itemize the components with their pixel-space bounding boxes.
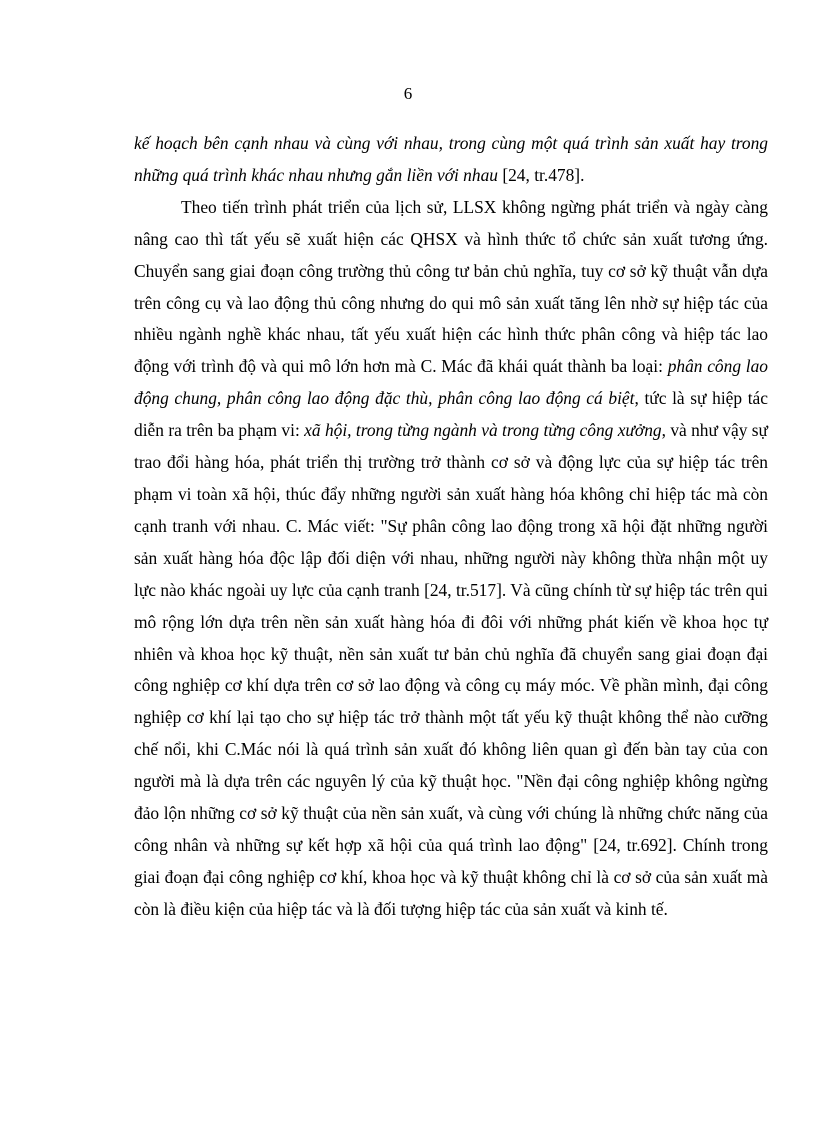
- quote-citation: [24, tr.478].: [497, 164, 585, 185]
- quote-italic-text: kế hoạch bên cạnh nhau và cùng với nhau, trong cùng một quá trình sản xuất hay trong những quá trình khác nhau nhưng gắn liền với nhau: [134, 133, 768, 185]
- body-paragraph: [134, 192, 768, 926]
- document-body: [134, 128, 768, 926]
- quote-continuation: [134, 128, 768, 192]
- paragraph-text-3: , và như vậy sự trao đổi hàng hóa, phát triển thị trường trở thành cơ sở và động lực của sự hiệp tác trên phạm vi toàn xã hội, thúc đẩy những người sản xuất hàng hóa không chỉ hiệp tác mà còn cạnh tranh với nhau. C. Mác viết: "Sự phân công lao động trong xã hội đặt những người sản xuất hàng hóa độc lập đối diện với nhau, những người này không thừa nhận một uy lực nào khác ngoài uy lực của cạnh tranh [24, tr.517]. Và cũng chính từ sự hiệp tác trên qui mô rộng lớn dựa trên nền sản xuất hàng hóa đi đôi với những phát kiến về khoa học tự nhiên và khoa học kỹ thuật, nền sản xuất tư bản chủ nghĩa đã chuyển sang giai đoạn đại công nghiệp cơ khí dựa trên cơ sở lao động và công cụ máy móc. Về phần mình, đại công nghiệp cơ khí lại tạo cho sự hiệp tác trở thành một tất yếu kỹ thuật không thể nào cưỡng chế nổi, khi C.Mác nói là quá trình sản xuất đó không liên quan gì đến bàn tay của con người mà là dựa trên các nguyên lý của kỹ thuật học. "Nền đại công nghiệp không ngừng đảo lộn những cơ sở kỹ thuật của nền sản xuất, và cùng với chúng là những chức năng của công nhân và những sự kết hợp xã hội của quá trình lao động" [24, tr.692]. Chính trong giai đoạn đại công nghiệp cơ khí, khoa học và kỹ thuật không chỉ là cơ sở của sản xuất mà còn là điều kiện của hiệp tác và là đối tượng hiệp tác của sản xuất và kinh tế.: [134, 420, 768, 919]
- paragraph-italic-2: xã hội, trong từng ngành và trong từng công xưởng: [304, 420, 662, 441]
- paragraph-text-1: Theo tiến trình phát triển của lịch sử, LLSX không ngừng phát triển và ngày càng nâng cao thì tất yếu sẽ xuất hiện các QHSX và hình thức tổ chức sản xuất tương ứng. Chuyển sang giai đoạn công trường thủ công tư bản chủ nghĩa, tuy cơ sở kỹ thuật vẫn dựa trên công cụ và lao động thủ công nhưng do qui mô sản xuất tăng lên nhờ sự hiệp tác của nhiều ngành nghề khác nhau, tất yếu xuất hiện các hình thức phân công và hiệp tác lao động với trình độ và qui mô lớn hơn mà C. Mác đã khái quát thành ba loại:: [134, 196, 768, 377]
- paragraph-italic-1: phân công lao động chung, phân công lao động đặc thù, phân công lao động cá biệt: [134, 356, 768, 409]
- paragraph-text-2: , tức là sự hiệp tác diễn ra trên ba phạm vi:: [134, 388, 768, 441]
- page-number: 6: [403, 84, 413, 103]
